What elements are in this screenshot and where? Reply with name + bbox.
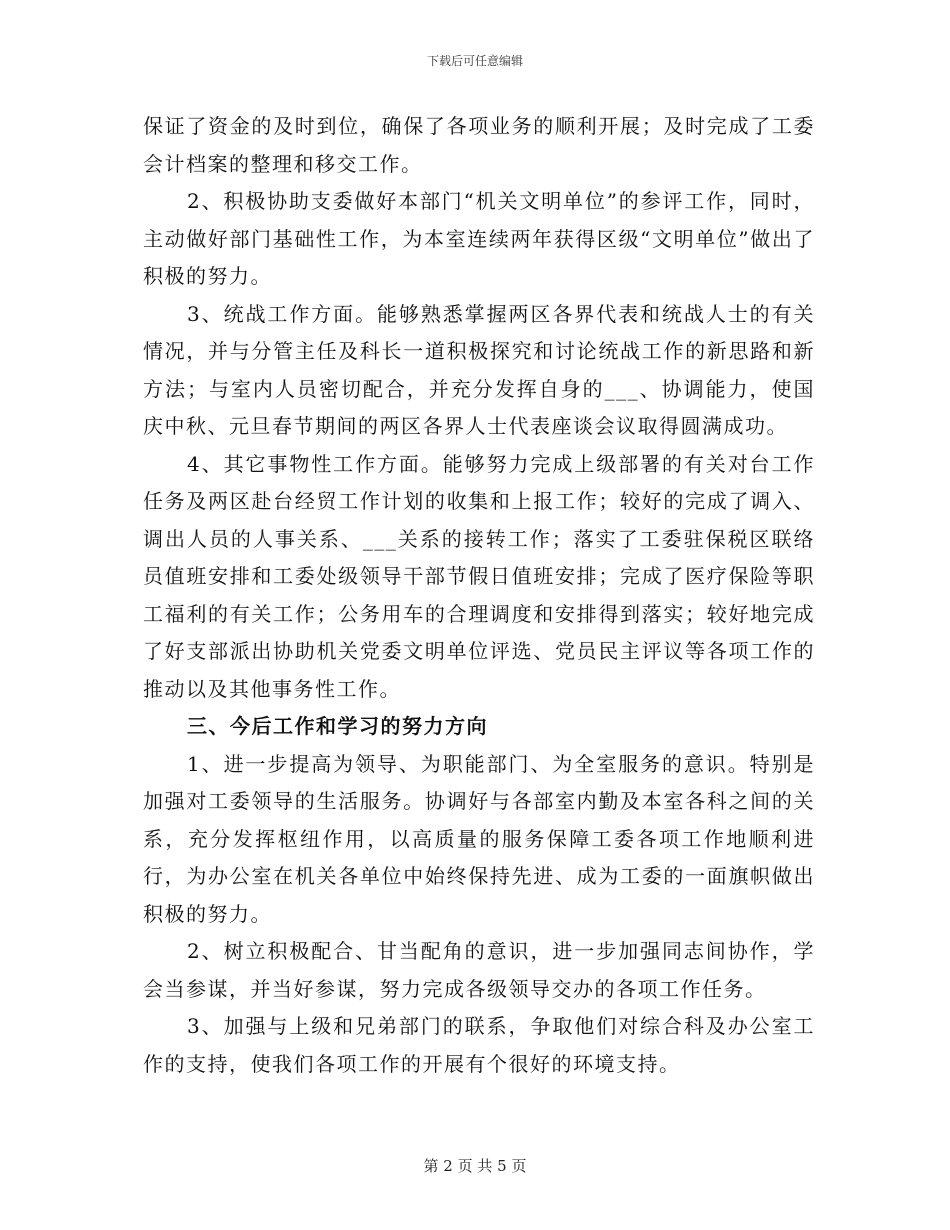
paragraph-continuation: 保证了资金的及时到位，确保了各项业务的顺利开展；及时完成了工委会计档案的整理和移交工作。	[143, 114, 815, 176]
page-number-footer: 第 2 页 共 5 页	[423, 1157, 527, 1175]
paragraph-item-4: 4、其它事物性工作方面。能够努力完成上级部署的有关对台工作任务及两区赴台经贸工作计划的收集和上报工作；较好的完成了调入、调出人员的人事关系、___关系的接转工作；落实了工委驻保税区联络员值班安排和工委处级领导干部节假日值班安排；完成了医疗保险等职工福利的有关工作；公务用车的合理调度和安排得到落实；较好地完成了好支部派出协助机关党委文明单位评选、党员民主评议等各项工作的推动以及其他事务性工作。	[143, 451, 815, 701]
paragraph-direction-3: 3、加强与上级和兄弟部门的联系，争取他们对综合科及办公室工作的支持，使我们各项工作的开展有个很好的环境支持。	[143, 1014, 815, 1076]
paragraph-item-3: 3、统战工作方面。能够熟悉掌握两区各界代表和统战人士的有关情况，并与分管主任及科长一道积极探究和讨论统战工作的新思路和新方法；与室内人员密切配合，并充分发挥自身的___、协调能力，使国庆中秋、元旦春节期间的两区各界人士代表座谈会议取得圆满成功。	[143, 301, 815, 438]
paragraph-direction-1: 1、进一步提高为领导、为职能部门、为全室服务的意识。特别是加强对工委领导的生活服务。协调好与各部室内勤及本室各科之间的关系，充分发挥枢纽作用，以高质量的服务保障工委各项工作地顺利进行，为办公室在机关各单位中始终保持先进、成为工委的一面旗帜做出积极的努力。	[143, 751, 815, 926]
paragraph-direction-2: 2、树立积极配合、甘当配角的意识，进一步加强同志间协作，学会当参谋，并当好参谋，努力完成各级领导交办的各项工作任务。	[143, 939, 815, 1001]
paragraph-item-2: 2、积极协助支委做好本部门“机关文明单位”的参评工作，同时，主动做好部门基础性工作，为本室连续两年获得区级“文明单位”做出了积极的努力。	[143, 189, 815, 288]
document-body	[143, 108, 815, 1083]
section-heading: 三、今后工作和学习的努力方向	[187, 714, 488, 738]
page-header-note: 下载后可任意编辑	[426, 54, 523, 68]
